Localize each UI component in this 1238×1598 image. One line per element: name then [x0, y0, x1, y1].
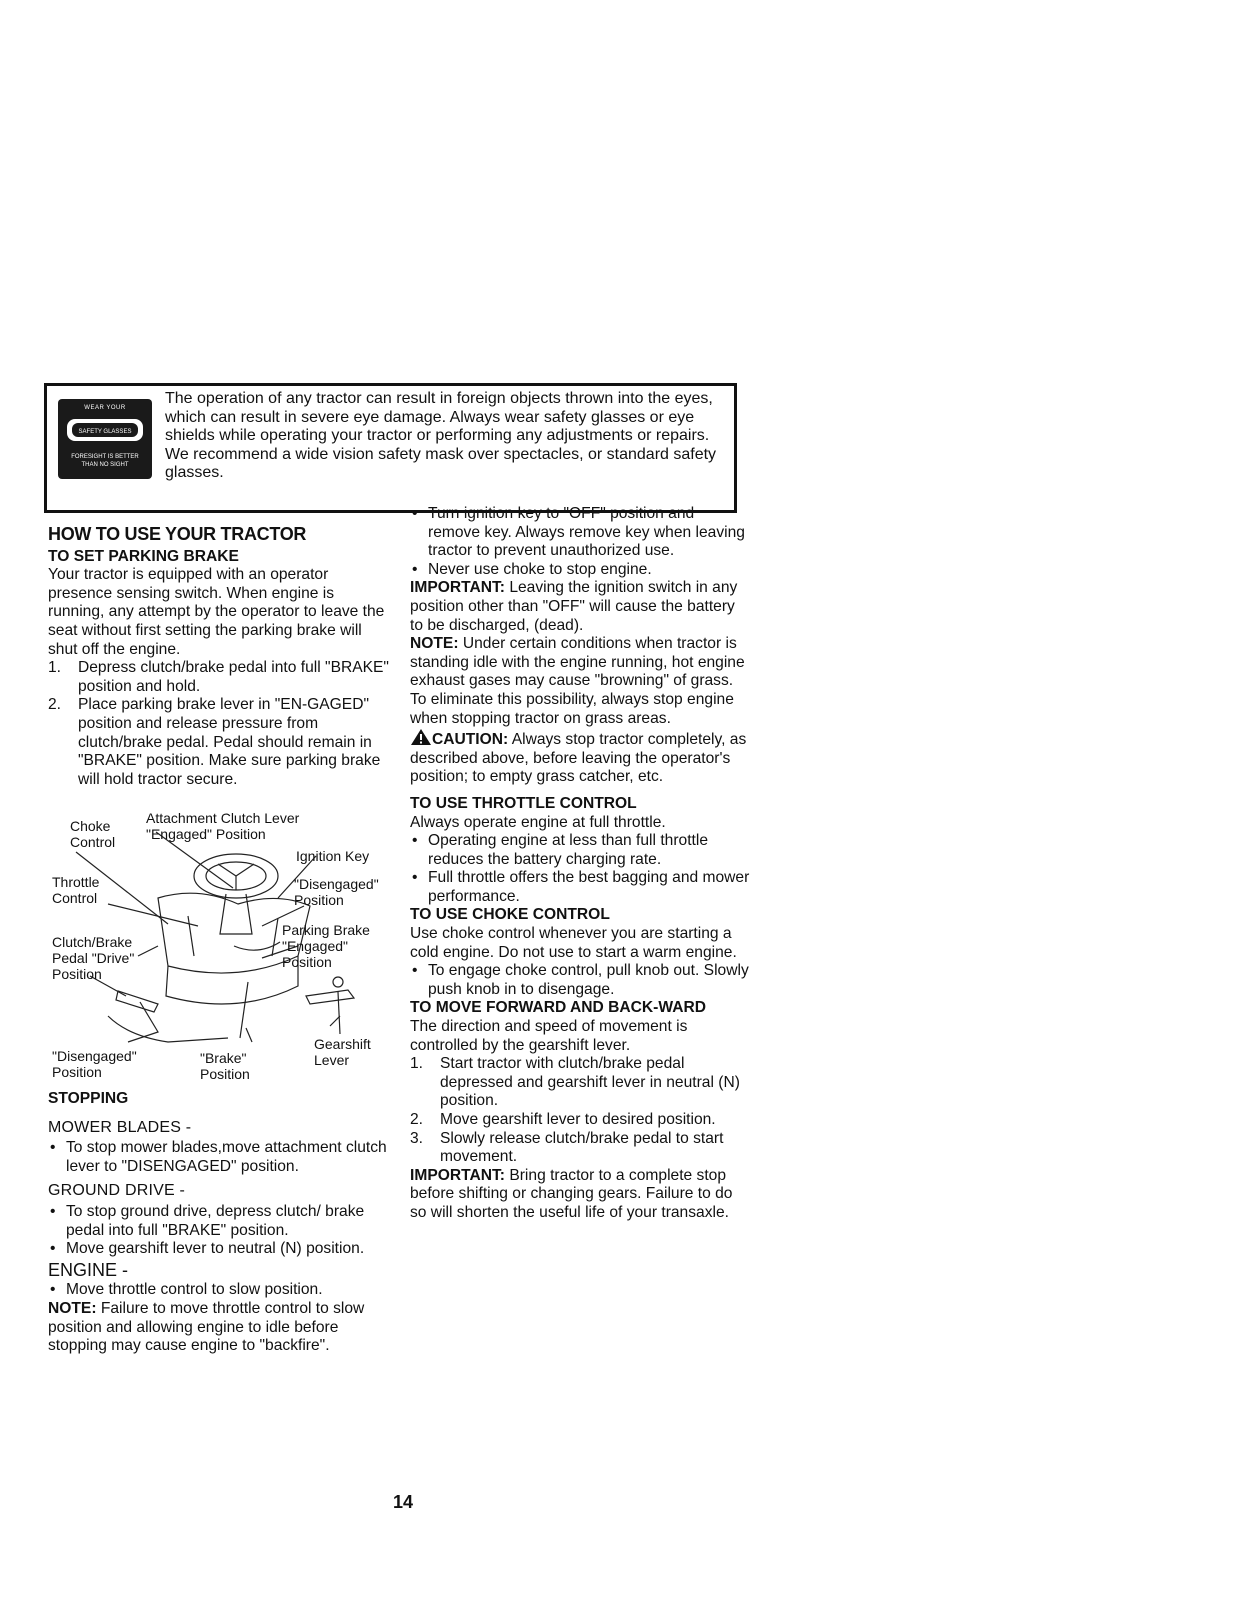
ground-drive-list: [48, 1203, 394, 1259]
stopping-section: [48, 1090, 394, 1356]
disengaged-bottom-label: "Disengaged" Position: [52, 1048, 137, 1080]
page-number: 14: [392, 1492, 414, 1512]
clutch-brake-label: Clutch/Brake Pedal "Drive" Position: [52, 934, 135, 982]
throttle-list: [410, 832, 750, 906]
choke-intro: Use choke control whenever you are starting a cold engine. Do not use to start a warm engine.: [410, 925, 737, 961]
list-item: • To engage choke control, pull knob out. Slowly push knob in to disengage.: [410, 962, 750, 999]
list-item: 1. Start tractor with clutch/brake pedal depressed and gearshift lever in neutral (N) position.: [410, 1055, 740, 1110]
list-item: • Full throttle offers the best bagging and mower performance.: [410, 869, 750, 906]
ground-drive-label: GROUND DRIVE -: [48, 1182, 186, 1200]
throttle-intro: Always operate engine at full throttle.: [410, 813, 666, 831]
safety-warning-box: [44, 383, 737, 513]
choke-heading: TO USE CHOKE CONTROL: [410, 906, 610, 924]
parking-brake-intro: Your tractor is equipped with an operator presence sensing switch. When engine is running, any attempt by the operator to leave the seat without first setting the parking brake will shut off the engine.: [48, 566, 385, 658]
list-item: 2. Move gearshift lever to desired position.: [410, 1111, 716, 1128]
brake-position-label: "Brake" Position: [200, 1050, 250, 1082]
icon-top-text: WEAR YOUR: [84, 405, 126, 411]
ignition-list: [410, 505, 750, 579]
parking-brake-steps: [48, 659, 394, 789]
icon-mid-text: SAFETY GLASSES: [78, 429, 132, 435]
move-heading: TO MOVE FORWARD AND BACK-WARD: [410, 999, 706, 1017]
main-heading: HOW TO USE YOUR TRACTOR: [48, 524, 307, 544]
engine-label: ENGINE -: [48, 1259, 129, 1280]
important-transaxle: IMPORTANT: Bring tractor to a complete stop before shifting or changing gears. Failure to do so will shorten the useful life of your transaxle.: [410, 1166, 733, 1221]
icon-bottom-text: FORESIGHT IS BETTER THAN NO SIGHT: [71, 454, 139, 468]
glasses-icon: [66, 417, 144, 443]
warning-triangle-icon: [410, 728, 432, 746]
stopping-heading: STOPPING: [48, 1090, 129, 1107]
mower-blades-label: MOWER BLADES -: [48, 1118, 192, 1136]
important-ignition: IMPORTANT: Leaving the ignition switch in any position other than "OFF" will cause the battery to be discharged, (dead).: [410, 579, 738, 634]
gearshift-lever-label: Gearshift Lever: [314, 1036, 371, 1068]
safety-glasses-icon: [58, 399, 152, 479]
disengaged-position-label: "Disengaged" Position: [294, 876, 379, 908]
engine-list: [48, 1281, 394, 1300]
warning-text: The operation of any tractor can result in foreign objects thrown into the eyes, which can result in severe eye damage. Always wear safety glasses or eye shields while operating your tractor or performing any adjustments or repairs. We recommend a wide vision safety mask over spectacles, or standard safety glasses.: [165, 390, 717, 481]
attachment-clutch-label: Attachment Clutch Lever "Engaged" Position: [146, 810, 300, 842]
parking-brake-label: Parking Brake "Engaged" Position: [282, 922, 370, 970]
list-item: • Move throttle control to slow position.: [48, 1281, 394, 1300]
caution-paragraph: CAUTION: Always stop tractor completely, as described above, before leaving the operator's position; to empty grass catcher, etc.: [410, 728, 750, 787]
throttle-heading: TO USE THROTTLE CONTROL: [410, 794, 637, 812]
ignition-key-label: Ignition Key: [296, 848, 370, 864]
list-item: • To stop ground drive, depress clutch/ brake pedal into full "BRAKE" position.: [48, 1203, 394, 1240]
list-item: • Turn ignition key to "OFF" position and remove key. Always remove key when leaving tractor to prevent unauthorized use.: [410, 505, 750, 561]
choke-list: [410, 962, 750, 999]
engine-note: NOTE: Failure to move throttle control to slow position and allowing engine to idle before stopping may cause engine to "backfire".: [48, 1299, 365, 1355]
move-steps: [410, 1055, 750, 1167]
tractor-controls-diagram: [48, 806, 394, 1082]
list-item: 1. Depress clutch/brake pedal into full "BRAKE" position and hold.: [48, 659, 389, 695]
list-item: 2. Place parking brake lever in "EN-GAGED" position and release pressure from clutch/brake pedal. Pedal should remain in "BRAKE" position. Make sure parking brake will hold tractor secure.: [48, 696, 381, 788]
choke-control-label: Choke Control: [70, 818, 116, 850]
right-column: [410, 505, 750, 1223]
list-item: • To stop mower blades,move attachment clutch lever to "DISENGAGED" position.: [48, 1139, 394, 1176]
move-intro: The direction and speed of movement is controlled by the gearshift lever.: [410, 1018, 688, 1054]
parking-brake-heading: TO SET PARKING BRAKE: [48, 547, 239, 565]
mower-blades-list: [48, 1139, 394, 1176]
throttle-control-label: Throttle Control: [52, 874, 100, 906]
left-column: [48, 525, 394, 789]
list-item: 3. Slowly release clutch/brake pedal to start movement.: [410, 1129, 724, 1166]
list-item: • Move gearshift lever to neutral (N) position.: [48, 1240, 394, 1259]
list-item: • Never use choke to stop engine.: [410, 561, 750, 580]
list-item: • Operating engine at less than full throttle reduces the battery charging rate.: [410, 832, 750, 869]
note-browning: NOTE: Under certain conditions when tractor is standing idle with the engine running, hot engine exhaust gases may cause "browning" of grass. To eliminate this possibility, always stop engine when stopping tractor on grass areas.: [410, 635, 745, 727]
